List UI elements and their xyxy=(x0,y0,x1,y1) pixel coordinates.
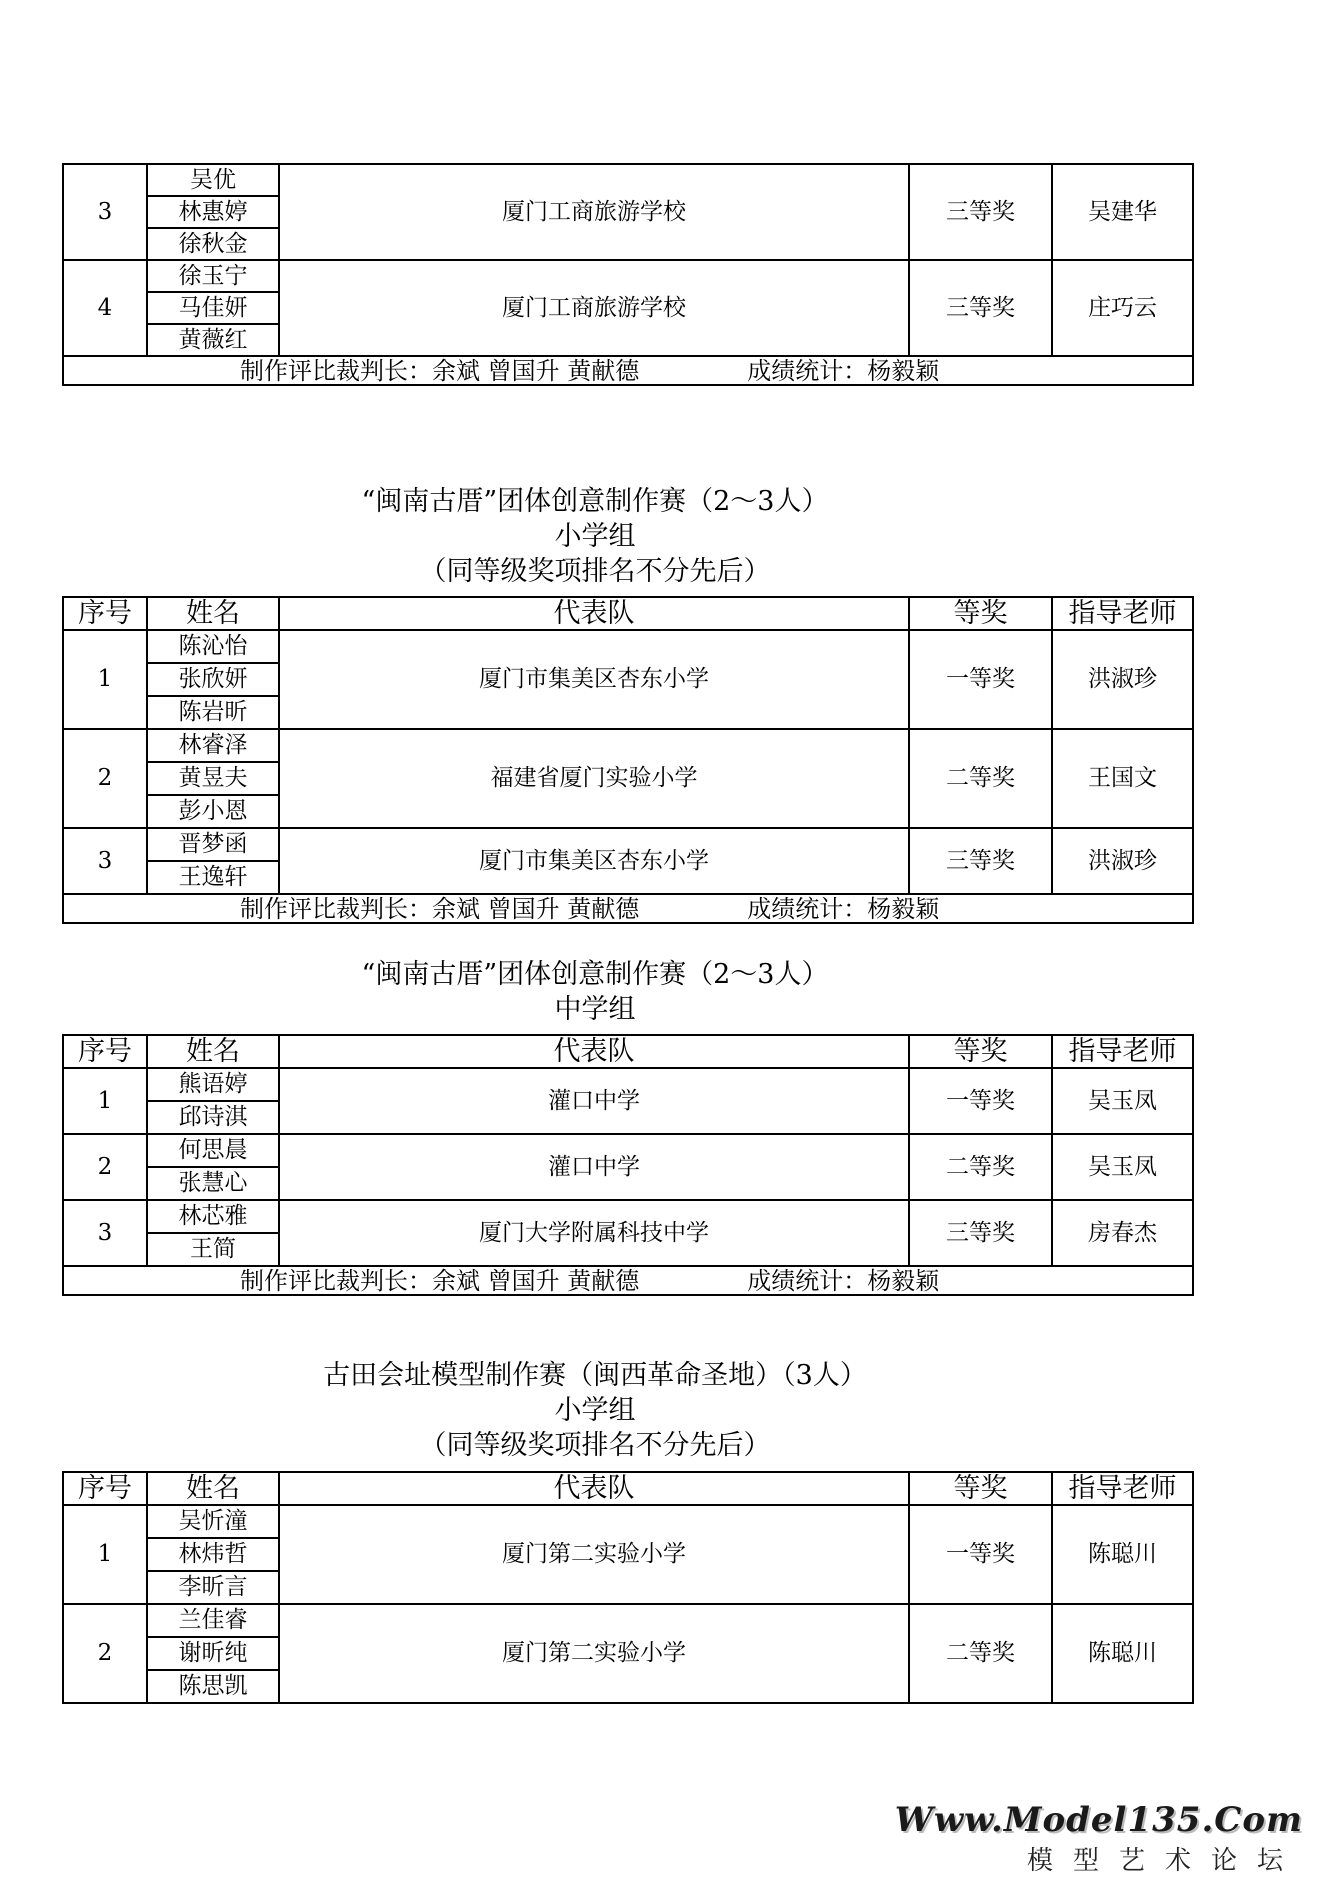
footer-row xyxy=(63,1266,1193,1295)
table-body xyxy=(63,1035,1193,1295)
team-cell: 灌口中学 xyxy=(279,1134,909,1200)
column-header: 代表队 xyxy=(279,1472,909,1505)
member-name-cell: 黄昱夫 xyxy=(147,762,279,795)
column-header: 序号 xyxy=(63,1035,147,1068)
teacher-cell: 王国文 xyxy=(1052,729,1193,828)
section-heading xyxy=(0,1358,1190,1463)
column-header: 等奖 xyxy=(909,1472,1052,1505)
member-name-cell: 彭小恩 xyxy=(147,795,279,828)
teacher-cell: 吴建华 xyxy=(1052,164,1193,260)
award-cell: 三等奖 xyxy=(909,828,1052,894)
rank-cell: 1 xyxy=(63,1068,147,1134)
stats-text: 成绩统计：杨毅颖 xyxy=(747,1266,940,1295)
rank-cell: 3 xyxy=(63,1200,147,1266)
results-table xyxy=(62,1471,1194,1704)
teacher-cell: 陈聪川 xyxy=(1052,1604,1193,1703)
heading-line: “闽南古厝”团体创意制作赛（2～3人） xyxy=(361,959,829,990)
team-cell: 厦门工商旅游学校 xyxy=(279,164,909,260)
award-cell: 二等奖 xyxy=(909,729,1052,828)
table-row xyxy=(63,260,1193,292)
award-cell: 一等奖 xyxy=(909,1068,1052,1134)
team-cell: 福建省厦门实验小学 xyxy=(279,729,909,828)
member-name-cell: 林炜哲 xyxy=(147,1538,279,1571)
watermark-url: Www.Model135.Com xyxy=(894,1800,1303,1840)
team-cell: 厦门工商旅游学校 xyxy=(279,260,909,356)
table-row xyxy=(63,1134,1193,1167)
member-name-cell: 吴忻潼 xyxy=(147,1505,279,1538)
table-body xyxy=(63,164,1193,385)
column-header: 等奖 xyxy=(909,597,1052,630)
judges-text: 制作评比裁判长：余斌 曾国升 黄献德 xyxy=(240,1266,640,1295)
award-cell: 三等奖 xyxy=(909,164,1052,260)
teacher-cell: 吴玉凤 xyxy=(1052,1068,1193,1134)
footer-row xyxy=(63,894,1193,923)
heading-line: 中学组 xyxy=(554,994,636,1025)
member-name-cell: 陈岩昕 xyxy=(147,696,279,729)
team-cell: 厦门大学附属科技中学 xyxy=(279,1200,909,1266)
team-cell: 厦门市集美区杏东小学 xyxy=(279,828,909,894)
team-cell: 灌口中学 xyxy=(279,1068,909,1134)
team-cell: 厦门第二实验小学 xyxy=(279,1505,909,1604)
column-header: 姓名 xyxy=(147,597,279,630)
rank-cell: 2 xyxy=(63,1604,147,1703)
teacher-cell: 洪淑珍 xyxy=(1052,828,1193,894)
header-row xyxy=(63,1035,1193,1068)
watermark-subtitle: 模型艺术论坛 xyxy=(1026,1846,1303,1876)
member-name-cell: 晋梦函 xyxy=(147,828,279,861)
member-name-cell: 马佳妍 xyxy=(147,292,279,324)
award-cell: 一等奖 xyxy=(909,1505,1052,1604)
table-row xyxy=(63,630,1193,663)
table-row xyxy=(63,1200,1193,1233)
judges-text: 制作评比裁判长：余斌 曾国升 黄献德 xyxy=(240,356,640,385)
stats-text: 成绩统计：杨毅颖 xyxy=(747,894,940,923)
table-row xyxy=(63,1068,1193,1101)
award-cell: 一等奖 xyxy=(909,630,1052,729)
table-body xyxy=(63,597,1193,923)
teacher-cell: 洪淑珍 xyxy=(1052,630,1193,729)
member-name-cell: 邱诗淇 xyxy=(147,1101,279,1134)
member-name-cell: 吴优 xyxy=(147,164,279,196)
heading-line: （同等级奖项排名不分先后） xyxy=(419,556,771,587)
member-name-cell: 熊语婷 xyxy=(147,1068,279,1101)
rank-cell: 2 xyxy=(63,1134,147,1200)
heading-line: 古田会址模型制作赛（闽西革命圣地）（3人） xyxy=(323,1360,867,1391)
section-heading xyxy=(0,957,1190,1027)
teacher-cell: 陈聪川 xyxy=(1052,1505,1193,1604)
heading-line: 小学组 xyxy=(554,521,636,552)
column-header: 代表队 xyxy=(279,1035,909,1068)
header-row xyxy=(63,1472,1193,1505)
rank-cell: 2 xyxy=(63,729,147,828)
member-name-cell: 林芯雅 xyxy=(147,1200,279,1233)
column-header: 等奖 xyxy=(909,1035,1052,1068)
rank-cell: 3 xyxy=(63,164,147,260)
watermark xyxy=(895,1800,1303,1877)
member-name-cell: 何思晨 xyxy=(147,1134,279,1167)
member-name-cell: 徐秋金 xyxy=(147,228,279,260)
award-cell: 二等奖 xyxy=(909,1604,1052,1703)
award-cell: 三等奖 xyxy=(909,260,1052,356)
rank-cell: 1 xyxy=(63,1505,147,1604)
column-header: 序号 xyxy=(63,597,147,630)
award-cell: 二等奖 xyxy=(909,1134,1052,1200)
header-row xyxy=(63,597,1193,630)
member-name-cell: 徐玉宁 xyxy=(147,260,279,292)
column-header: 指导老师 xyxy=(1052,1472,1193,1505)
member-name-cell: 张欣妍 xyxy=(147,663,279,696)
rank-cell: 3 xyxy=(63,828,147,894)
column-header: 指导老师 xyxy=(1052,597,1193,630)
teacher-cell: 房春杰 xyxy=(1052,1200,1193,1266)
footer-cell xyxy=(63,1266,1193,1295)
table-row xyxy=(63,1604,1193,1637)
heading-line: “闽南古厝”团体创意制作赛（2～3人） xyxy=(361,486,829,517)
column-header: 指导老师 xyxy=(1052,1035,1193,1068)
column-header: 姓名 xyxy=(147,1472,279,1505)
member-name-cell: 黄薇红 xyxy=(147,324,279,356)
rank-cell: 1 xyxy=(63,630,147,729)
member-name-cell: 李昕言 xyxy=(147,1571,279,1604)
member-name-cell: 张慧心 xyxy=(147,1167,279,1200)
award-cell: 三等奖 xyxy=(909,1200,1052,1266)
team-cell: 厦门市集美区杏东小学 xyxy=(279,630,909,729)
results-table xyxy=(62,163,1194,386)
table-body xyxy=(63,1472,1193,1703)
heading-line: （同等级奖项排名不分先后） xyxy=(419,1430,771,1461)
table-row xyxy=(63,1505,1193,1538)
footer-cell xyxy=(63,894,1193,923)
member-name-cell: 王简 xyxy=(147,1233,279,1266)
footer-row xyxy=(63,356,1193,385)
team-cell: 厦门第二实验小学 xyxy=(279,1604,909,1703)
stats-text: 成绩统计：杨毅颖 xyxy=(747,356,940,385)
heading-line: 小学组 xyxy=(554,1395,636,1426)
table-row xyxy=(63,828,1193,861)
rank-cell: 4 xyxy=(63,260,147,356)
member-name-cell: 陈沁怡 xyxy=(147,630,279,663)
member-name-cell: 兰佳睿 xyxy=(147,1604,279,1637)
member-name-cell: 林惠婷 xyxy=(147,196,279,228)
teacher-cell: 吴玉凤 xyxy=(1052,1134,1193,1200)
teacher-cell: 庄巧云 xyxy=(1052,260,1193,356)
judges-text: 制作评比裁判长：余斌 曾国升 黄献德 xyxy=(240,894,640,923)
section-heading xyxy=(0,484,1190,589)
column-header: 序号 xyxy=(63,1472,147,1505)
column-header: 姓名 xyxy=(147,1035,279,1068)
column-header: 代表队 xyxy=(279,597,909,630)
member-name-cell: 林睿泽 xyxy=(147,729,279,762)
results-table xyxy=(62,596,1194,924)
table-row xyxy=(63,729,1193,762)
member-name-cell: 王逸轩 xyxy=(147,861,279,894)
footer-cell xyxy=(63,356,1193,385)
results-table xyxy=(62,1034,1194,1296)
table-row xyxy=(63,164,1193,196)
member-name-cell: 陈思凯 xyxy=(147,1670,279,1703)
member-name-cell: 谢昕纯 xyxy=(147,1637,279,1670)
